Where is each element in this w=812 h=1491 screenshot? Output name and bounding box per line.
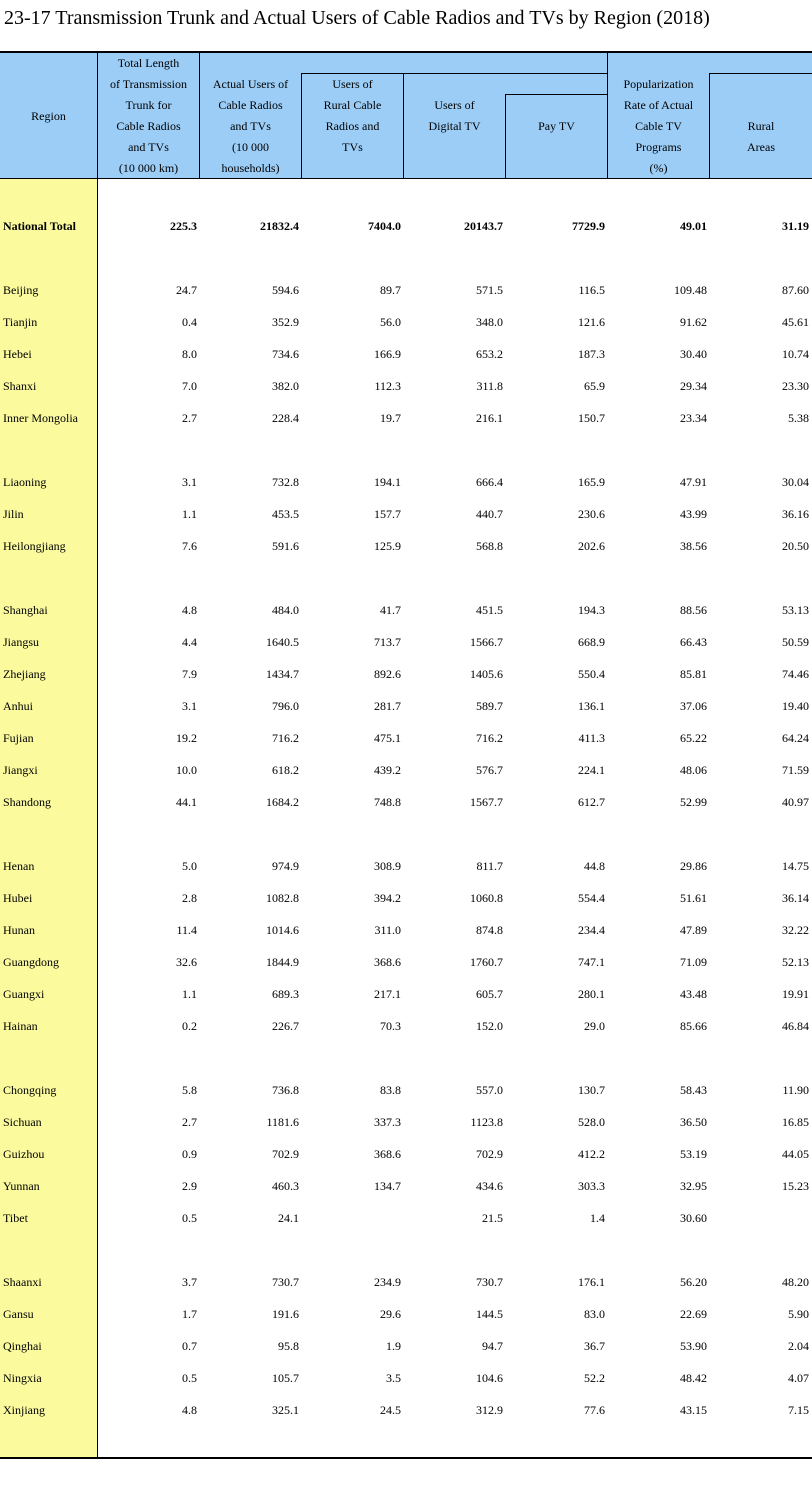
cell-pop: 47.89 xyxy=(680,923,707,937)
cell-trunk: 1.7 xyxy=(182,1307,197,1321)
cell-actual: 105.7 xyxy=(272,1371,299,1385)
cell-pop: 37.06 xyxy=(680,699,707,713)
cell-rural: 892.6 xyxy=(374,667,401,681)
cell-pay: 668.9 xyxy=(578,635,605,649)
cell-actual: 24.1 xyxy=(278,1211,299,1225)
cell-digital: 589.7 xyxy=(476,699,503,713)
cell-trunk: 4.8 xyxy=(182,1403,197,1417)
region-name: Guangdong xyxy=(3,955,59,969)
region-name: Hunan xyxy=(3,923,35,937)
table-row xyxy=(0,632,812,652)
cell-rural: 157.7 xyxy=(374,507,401,521)
cell-digital: 94.7 xyxy=(482,1339,503,1353)
cell-digital: 571.5 xyxy=(476,283,503,297)
cell-rural: 308.9 xyxy=(374,859,401,873)
cell-pop: 52.99 xyxy=(680,795,707,809)
cell-pop: 65.22 xyxy=(680,731,707,745)
table-row xyxy=(0,1176,812,1196)
cell-rural-areas: 46.84 xyxy=(782,1019,809,1033)
cell-pay: 554.4 xyxy=(578,891,605,905)
cell-digital: 1566.7 xyxy=(470,635,503,649)
cell-rural: 337.3 xyxy=(374,1115,401,1129)
table-row xyxy=(0,760,812,780)
cell-pay: 747.1 xyxy=(578,955,605,969)
cell-rural-areas: 40.97 xyxy=(782,795,809,809)
cell-digital: 152.0 xyxy=(476,1019,503,1033)
cell-digital: 568.8 xyxy=(476,539,503,553)
cell-digital: 605.7 xyxy=(476,987,503,1001)
table-row xyxy=(0,472,812,492)
cell-actual: 1434.7 xyxy=(266,667,299,681)
cell-digital: 20143.7 xyxy=(464,219,503,233)
cell-trunk: 0.5 xyxy=(182,1211,197,1225)
cell-rural-areas: 74.46 xyxy=(782,667,809,681)
cell-actual: 1640.5 xyxy=(266,635,299,649)
cell-rural-areas: 14.75 xyxy=(782,859,809,873)
cell-digital: 730.7 xyxy=(476,1275,503,1289)
cell-actual: 382.0 xyxy=(272,379,299,393)
cell-trunk: 32.6 xyxy=(176,955,197,969)
cell-rural: 281.7 xyxy=(374,699,401,713)
cell-digital: 716.2 xyxy=(476,731,503,745)
table-row xyxy=(0,1272,812,1292)
region-name: National Total xyxy=(3,219,77,233)
cell-pop: 47.91 xyxy=(680,475,707,489)
cell-trunk: 3.1 xyxy=(182,699,197,713)
cell-rural: 748.8 xyxy=(374,795,401,809)
region-name: Henan xyxy=(3,859,35,873)
region-name: Sichuan xyxy=(3,1115,42,1129)
table-row xyxy=(0,1336,812,1356)
cell-pop: 48.06 xyxy=(680,763,707,777)
cell-trunk: 19.2 xyxy=(176,731,197,745)
table-row xyxy=(0,504,812,524)
cell-pop: 29.86 xyxy=(680,859,707,873)
cell-rural-areas: 36.16 xyxy=(782,507,809,521)
cell-pop: 58.43 xyxy=(680,1083,707,1097)
cell-pop: 91.62 xyxy=(680,315,707,329)
cell-trunk: 225.3 xyxy=(170,219,197,233)
cell-actual: 730.7 xyxy=(272,1275,299,1289)
cell-pay: 7729.9 xyxy=(572,219,605,233)
cell-rural: 166.9 xyxy=(374,347,401,361)
cell-pay: 83.0 xyxy=(584,1307,605,1321)
region-name: Hubei xyxy=(3,891,33,905)
cell-rural-areas: 53.13 xyxy=(782,603,809,617)
region-name: Beijing xyxy=(3,283,39,297)
cell-actual: 1684.2 xyxy=(266,795,299,809)
cell-digital: 702.9 xyxy=(476,1147,503,1161)
cell-rural: 234.9 xyxy=(374,1275,401,1289)
cell-pop: 43.48 xyxy=(680,987,707,1001)
cell-digital: 1760.7 xyxy=(470,955,503,969)
cell-rural-areas: 2.04 xyxy=(788,1339,809,1353)
cell-pop: 23.34 xyxy=(680,411,707,425)
table-row xyxy=(0,408,812,428)
cell-rural-areas: 48.20 xyxy=(782,1275,809,1289)
region-name: Hainan xyxy=(3,1019,38,1033)
cell-pay: 1.4 xyxy=(590,1211,605,1225)
cell-rural: 89.7 xyxy=(380,283,401,297)
region-name: Jilin xyxy=(3,507,24,521)
cell-actual: 716.2 xyxy=(272,731,299,745)
cell-rural-areas: 19.91 xyxy=(782,987,809,1001)
cell-actual: 352.9 xyxy=(272,315,299,329)
cell-trunk: 10.0 xyxy=(176,763,197,777)
region-name: Xinjiang xyxy=(3,1403,45,1417)
cell-pay: 150.7 xyxy=(578,411,605,425)
cell-trunk: 0.2 xyxy=(182,1019,197,1033)
table-row xyxy=(0,888,812,908)
cell-trunk: 4.4 xyxy=(182,635,197,649)
region-name: Shanghai xyxy=(3,603,48,617)
table-row xyxy=(0,1304,812,1324)
cell-rural: 29.6 xyxy=(380,1307,401,1321)
region-name: Anhui xyxy=(3,699,33,713)
cell-pay: 230.6 xyxy=(578,507,605,521)
cell-rural-areas: 30.04 xyxy=(782,475,809,489)
cell-pop: 30.60 xyxy=(680,1211,707,1225)
cell-rural-areas: 20.50 xyxy=(782,539,809,553)
cell-rural: 475.1 xyxy=(374,731,401,745)
cell-rural: 83.8 xyxy=(380,1083,401,1097)
cell-actual: 732.8 xyxy=(272,475,299,489)
cell-digital: 1123.8 xyxy=(470,1115,503,1129)
cell-rural: 24.5 xyxy=(380,1403,401,1417)
cell-pop: 53.90 xyxy=(680,1339,707,1353)
cell-pay: 411.3 xyxy=(578,731,605,745)
cell-actual: 95.8 xyxy=(278,1339,299,1353)
region-name: Zhejiang xyxy=(3,667,46,681)
cell-trunk: 4.8 xyxy=(182,603,197,617)
table-row xyxy=(0,920,812,940)
cell-actual: 591.6 xyxy=(272,539,299,553)
cell-pay: 234.4 xyxy=(578,923,605,937)
table-row xyxy=(0,1080,812,1100)
cell-trunk: 1.1 xyxy=(182,507,197,521)
cell-digital: 1567.7 xyxy=(470,795,503,809)
region-name: Shaanxi xyxy=(3,1275,42,1289)
cell-digital: 653.2 xyxy=(476,347,503,361)
cell-pop: 71.09 xyxy=(680,955,707,969)
cell-rural: 394.2 xyxy=(374,891,401,905)
cell-actual: 484.0 xyxy=(272,603,299,617)
cell-trunk: 7.9 xyxy=(182,667,197,681)
region-name: Yunnan xyxy=(3,1179,40,1193)
cell-trunk: 0.7 xyxy=(182,1339,197,1353)
cell-rural-areas: 32.22 xyxy=(782,923,809,937)
region-name: Jiangsu xyxy=(3,635,39,649)
cell-rural-areas: 52.13 xyxy=(782,955,809,969)
cell-rural: 41.7 xyxy=(380,603,401,617)
cell-pay: 303.3 xyxy=(578,1179,605,1193)
cell-rural-areas: 71.59 xyxy=(782,763,809,777)
cell-rural: 125.9 xyxy=(374,539,401,553)
header-rural-users: Users of Rural Cable Radios and TVs xyxy=(323,77,382,154)
cell-trunk: 2.7 xyxy=(182,411,197,425)
cell-rural-areas: 64.24 xyxy=(782,731,809,745)
table-row xyxy=(0,312,812,332)
cell-pay: 194.3 xyxy=(578,603,605,617)
cell-pay: 44.8 xyxy=(584,859,605,873)
cell-rural-areas: 16.85 xyxy=(782,1115,809,1129)
cell-trunk: 2.8 xyxy=(182,891,197,905)
cell-pop: 29.34 xyxy=(680,379,707,393)
cell-rural: 112.3 xyxy=(374,379,401,393)
cell-pay: 29.0 xyxy=(584,1019,605,1033)
cell-pay: 136.1 xyxy=(578,699,605,713)
table-row xyxy=(0,1368,812,1388)
cell-actual: 1844.9 xyxy=(266,955,299,969)
cell-actual: 228.4 xyxy=(272,411,299,425)
region-name: Guizhou xyxy=(3,1147,45,1161)
cell-digital: 348.0 xyxy=(476,315,503,329)
cell-pop: 85.81 xyxy=(680,667,707,681)
cell-rural: 713.7 xyxy=(374,635,401,649)
cell-digital: 811.7 xyxy=(476,859,503,873)
cell-digital: 21.5 xyxy=(482,1211,503,1225)
cell-actual: 689.3 xyxy=(272,987,299,1001)
cell-rural: 368.6 xyxy=(374,955,401,969)
cell-rural: 439.2 xyxy=(374,763,401,777)
cell-pay: 280.1 xyxy=(578,987,605,1001)
cell-actual: 1082.8 xyxy=(266,891,299,905)
table-row xyxy=(0,856,812,876)
cell-rural-areas: 31.19 xyxy=(782,219,809,233)
cell-trunk: 0.4 xyxy=(182,315,197,329)
region-name: Tibet xyxy=(3,1211,28,1225)
cell-rural-areas: 23.30 xyxy=(782,379,809,393)
cell-rural-areas: 7.15 xyxy=(788,1403,809,1417)
region-name: Guangxi xyxy=(3,987,45,1001)
cell-pay: 77.6 xyxy=(584,1403,605,1417)
cell-pop: 66.43 xyxy=(680,635,707,649)
cell-actual: 736.8 xyxy=(272,1083,299,1097)
cell-digital: 451.5 xyxy=(476,603,503,617)
region-name: Fujian xyxy=(3,731,34,745)
cell-trunk: 1.1 xyxy=(182,987,197,1001)
cell-rural-areas: 45.61 xyxy=(782,315,809,329)
table-bottom-rule xyxy=(0,1457,812,1459)
table-row-national-total xyxy=(0,216,812,236)
cell-pay: 121.6 xyxy=(578,315,605,329)
cell-actual: 191.6 xyxy=(272,1307,299,1321)
table-row xyxy=(0,1208,812,1228)
cell-rural-areas: 50.59 xyxy=(782,635,809,649)
table-row xyxy=(0,728,812,748)
table-row xyxy=(0,536,812,556)
table-row xyxy=(0,696,812,716)
cell-actual: 618.2 xyxy=(272,763,299,777)
cell-digital: 312.9 xyxy=(476,1403,503,1417)
cell-trunk: 8.0 xyxy=(182,347,197,361)
cell-digital: 104.6 xyxy=(476,1371,503,1385)
cell-pay: 412.2 xyxy=(578,1147,605,1161)
cell-digital: 216.1 xyxy=(476,411,503,425)
cell-rural: 194.1 xyxy=(374,475,401,489)
cell-pay: 550.4 xyxy=(578,667,605,681)
cell-digital: 434.6 xyxy=(476,1179,503,1193)
cell-rural: 368.6 xyxy=(374,1147,401,1161)
cell-pop: 43.99 xyxy=(680,507,707,521)
cell-rural: 134.7 xyxy=(374,1179,401,1193)
region-name: Liaoning xyxy=(3,475,47,489)
cell-pop: 30.40 xyxy=(680,347,707,361)
table-row xyxy=(0,1400,812,1420)
cell-actual: 734.6 xyxy=(272,347,299,361)
table-row xyxy=(0,1144,812,1164)
cell-pay: 528.0 xyxy=(578,1115,605,1129)
region-name: Jiangxi xyxy=(3,763,38,777)
cell-pay: 224.1 xyxy=(578,763,605,777)
region-name: Shanxi xyxy=(3,379,37,393)
cell-pop: 38.56 xyxy=(680,539,707,553)
cell-actual: 226.7 xyxy=(272,1019,299,1033)
cell-pay: 52.2 xyxy=(584,1371,605,1385)
cell-digital: 874.8 xyxy=(476,923,503,937)
cell-trunk: 3.1 xyxy=(182,475,197,489)
cell-pay: 187.3 xyxy=(578,347,605,361)
cell-pop: 88.56 xyxy=(680,603,707,617)
header-subrule xyxy=(709,73,812,74)
region-column-divider xyxy=(97,53,98,1458)
table-title: 23-17 Transmission Trunk and Actual Users of Cable Radios and TVs by Region (2018) xyxy=(4,7,710,29)
cell-rural-areas: 36.14 xyxy=(782,891,809,905)
cell-trunk: 44.1 xyxy=(176,795,197,809)
region-name: Heilongjiang xyxy=(3,539,66,553)
cell-pop: 51.61 xyxy=(680,891,707,905)
cell-rural-areas: 5.90 xyxy=(788,1307,809,1321)
cell-rural-areas: 87.60 xyxy=(782,283,809,297)
cell-actual: 325.1 xyxy=(272,1403,299,1417)
cell-trunk: 24.7 xyxy=(176,283,197,297)
header-digital-tv: Users of Digital TV xyxy=(428,98,481,133)
region-name: Hebei xyxy=(3,347,32,361)
cell-rural-areas: 5.38 xyxy=(788,411,809,425)
cell-digital: 440.7 xyxy=(476,507,503,521)
cell-trunk: 7.6 xyxy=(182,539,197,553)
cell-rural: 7404.0 xyxy=(368,219,401,233)
cell-digital: 576.7 xyxy=(476,763,503,777)
cell-digital: 311.8 xyxy=(476,379,503,393)
cell-actual: 974.9 xyxy=(272,859,299,873)
cell-pay: 130.7 xyxy=(578,1083,605,1097)
cell-pay: 176.1 xyxy=(578,1275,605,1289)
table-row xyxy=(0,1112,812,1132)
cell-pop: 32.95 xyxy=(680,1179,707,1193)
cell-actual: 1014.6 xyxy=(266,923,299,937)
table-row xyxy=(0,664,812,684)
cell-pop: 36.50 xyxy=(680,1115,707,1129)
region-name: Ningxia xyxy=(3,1371,42,1385)
cell-trunk: 2.7 xyxy=(182,1115,197,1129)
cell-rural-areas: 10.74 xyxy=(782,347,809,361)
table-row xyxy=(0,1016,812,1036)
cell-rural-areas: 19.40 xyxy=(782,699,809,713)
cell-rural: 70.3 xyxy=(380,1019,401,1033)
cell-trunk: 0.5 xyxy=(182,1371,197,1385)
cell-pay: 165.9 xyxy=(578,475,605,489)
cell-rural: 311.0 xyxy=(374,923,401,937)
region-name: Chongqing xyxy=(3,1083,57,1097)
region-name: Gansu xyxy=(3,1307,34,1321)
cell-rural: 19.7 xyxy=(380,411,401,425)
cell-pay: 202.6 xyxy=(578,539,605,553)
cell-actual: 453.5 xyxy=(272,507,299,521)
cell-pop: 85.66 xyxy=(680,1019,707,1033)
cell-trunk: 0.9 xyxy=(182,1147,197,1161)
region-name: Tianjin xyxy=(3,315,38,329)
cell-rural: 3.5 xyxy=(386,1371,401,1385)
cell-digital: 1405.6 xyxy=(470,667,503,681)
region-name: Qinghai xyxy=(3,1339,42,1353)
header-pay-tv: Pay TV xyxy=(538,119,575,133)
cell-pop: 56.20 xyxy=(680,1275,707,1289)
table-row xyxy=(0,376,812,396)
cell-digital: 666.4 xyxy=(476,475,503,489)
cell-actual: 460.3 xyxy=(272,1179,299,1193)
cell-pay: 65.9 xyxy=(584,379,605,393)
header-actual-users: Actual Users of Cable Radios and TVs (10 000 households) xyxy=(212,76,289,175)
cell-trunk: 11.4 xyxy=(176,923,197,937)
cell-trunk: 5.0 xyxy=(182,859,197,873)
cell-rural: 217.1 xyxy=(374,987,401,1001)
cell-rural: 1.9 xyxy=(386,1339,401,1353)
table-row xyxy=(0,792,812,812)
cell-trunk: 2.9 xyxy=(182,1179,197,1193)
cell-digital: 144.5 xyxy=(476,1307,503,1321)
cell-rural-areas: 44.05 xyxy=(782,1147,809,1161)
cell-digital: 1060.8 xyxy=(470,891,503,905)
cell-rural-areas: 11.90 xyxy=(782,1083,809,1097)
cell-trunk: 5.8 xyxy=(182,1083,197,1097)
table-row xyxy=(0,600,812,620)
cell-rural-areas: 15.23 xyxy=(782,1179,809,1193)
cell-digital: 557.0 xyxy=(476,1083,503,1097)
cell-pop: 53.19 xyxy=(680,1147,707,1161)
region-name: Shandong xyxy=(3,795,51,809)
cell-actual: 796.0 xyxy=(272,699,299,713)
cell-pay: 36.7 xyxy=(584,1339,605,1353)
cell-trunk: 7.0 xyxy=(182,379,197,393)
cell-pay: 612.7 xyxy=(578,795,605,809)
cell-pop: 109.48 xyxy=(674,283,707,297)
table-row xyxy=(0,280,812,300)
header-rural-areas: Rural Areas xyxy=(747,119,775,154)
table-row xyxy=(0,984,812,1004)
cell-rural: 56.0 xyxy=(380,315,401,329)
cell-trunk: 3.7 xyxy=(182,1275,197,1289)
header-region: Region xyxy=(31,108,66,123)
cell-rural-areas: 4.07 xyxy=(788,1371,809,1385)
header-trunk-length: Total Length of Transmission Trunk for Cable Radios and TVs (10 000 km) xyxy=(109,56,188,175)
cell-pop: 43.15 xyxy=(680,1403,707,1417)
cell-actual: 594.6 xyxy=(272,283,299,297)
cell-actual: 21832.4 xyxy=(260,219,299,233)
region-name: Inner Mongolia xyxy=(3,411,78,425)
cell-pop: 22.69 xyxy=(680,1307,707,1321)
cell-pop: 48.42 xyxy=(680,1371,707,1385)
cell-actual: 1181.6 xyxy=(266,1115,299,1129)
region-column-band xyxy=(0,179,97,1458)
cell-actual: 702.9 xyxy=(272,1147,299,1161)
table-row xyxy=(0,344,812,364)
table-row xyxy=(0,952,812,972)
header-popularization-rate: Popularization Rate of Actual Cable TV Programs (%) xyxy=(623,77,694,175)
cell-pop: 49.01 xyxy=(680,219,707,233)
cell-pay: 116.5 xyxy=(578,283,605,297)
